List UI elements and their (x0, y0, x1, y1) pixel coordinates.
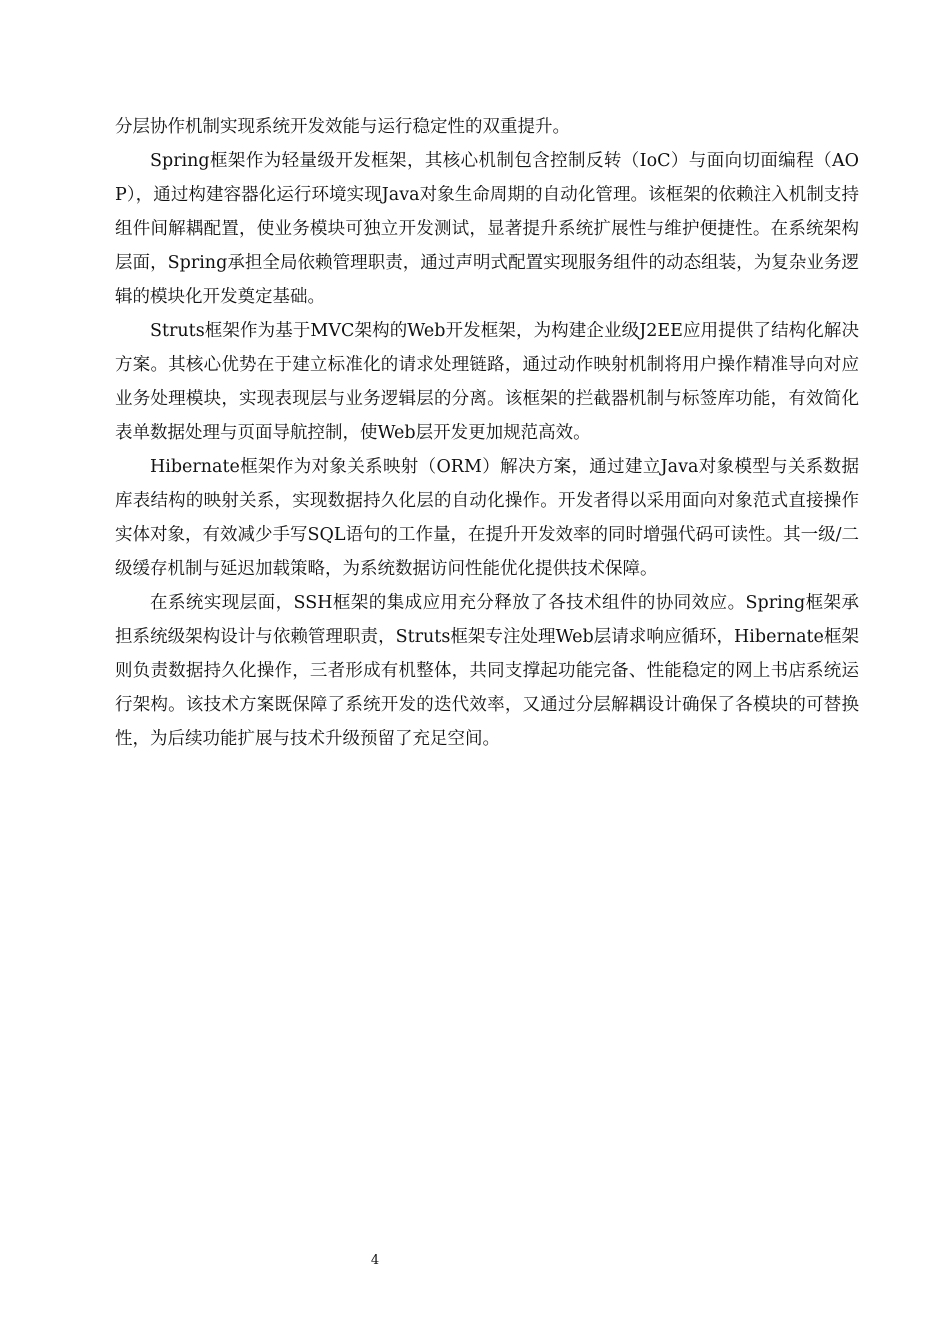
paragraph-ssh-integration: 在系统实现层面，SSH框架的集成应用充分释放了各技术组件的协同效应。Spring框架承担系统级架构设计与依赖管理职责，Struts框架专注处理Web层请求响应循环，Hibernate框架则负责数据持久化操作，三者形成有机整体，共同支撑起功能完备、性能稳定的网上书店系统运行架构。该技术方案既保障了系统开发的迭代效率，又通过分层解耦设计确保了各模块的可替换性，为后续功能扩展与技术升级预留了充足空间。 (115, 593, 859, 749)
page-number: 4 (370, 1253, 380, 1268)
body-text (115, 110, 859, 756)
paragraph-hibernate: Hibernate框架作为对象关系映射（ORM）解决方案，通过建立Java对象模型与关系数据库表结构的映射关系，实现数据持久化层的自动化操作。开发者得以采用面向对象范式直接操作实体对象，有效减少手写SQL语句的工作量，在提升开发效率的同时增强代码可读性。其一级/二级缓存机制与延迟加载策略，为系统数据访问性能优化提供技术保障。 (115, 457, 859, 579)
paragraph-struts: Struts框架作为基于MVC架构的Web开发框架，为构建企业级J2EE应用提供了结构化解决方案。其核心优势在于建立标准化的请求处理链路，通过动作映射机制将用户操作精准导向对应业务处理模块，实现表现层与业务逻辑层的分离。该框架的拦截器机制与标签库功能，有效简化表单数据处理与页面导航控制，使Web层开发更加规范高效。 (115, 321, 859, 443)
paragraph-spring: Spring框架作为轻量级开发框架，其核心机制包含控制反转（IoC）与面向切面编程（AOP），通过构建容器化运行环境实现Java对象生命周期的自动化管理。该框架的依赖注入机制支持组件间解耦配置，使业务模块可独立开发测试，显著提升系统扩展性与维护便捷性。在系统架构层面，Spring承担全局依赖管理职责，通过声明式配置实现服务组件的动态组装，为复杂业务逻辑的模块化开发奠定基础。 (115, 151, 859, 307)
paragraph-continuation: 分层协作机制实现系统开发效能与运行稳定性的双重提升。 (115, 117, 570, 137)
